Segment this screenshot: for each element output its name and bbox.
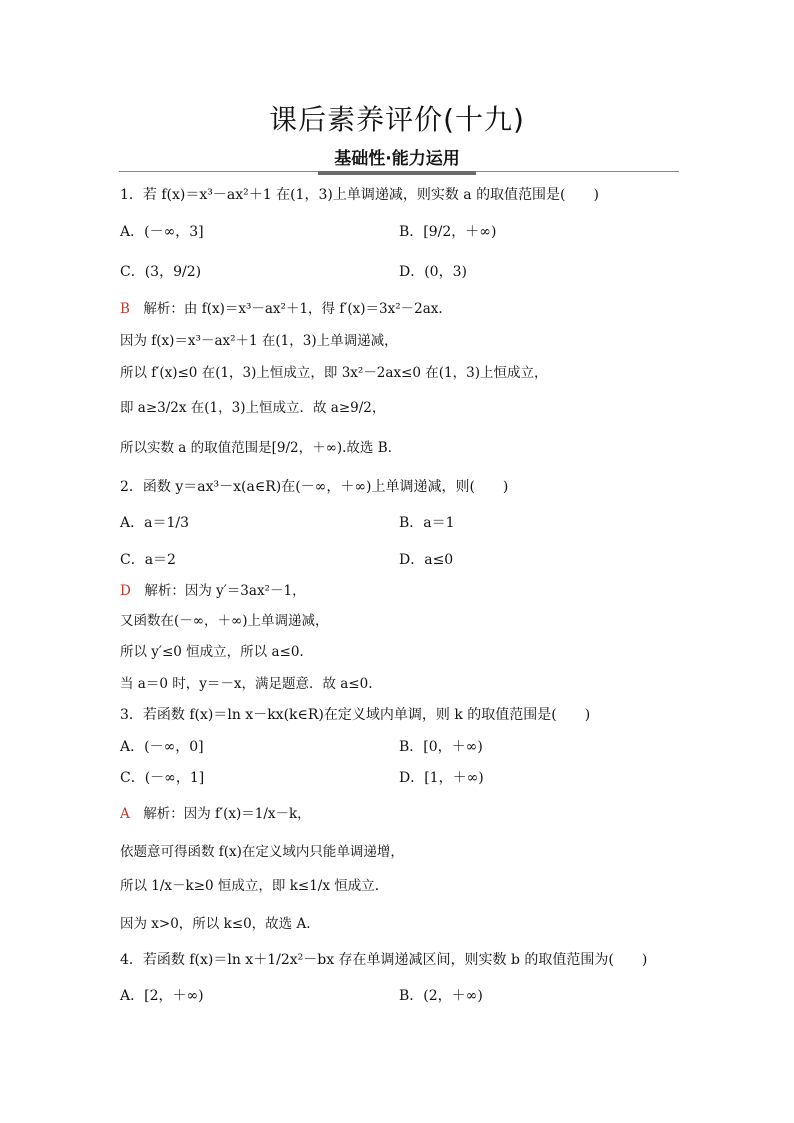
question-3-option-c: C．(－∞，1] — [120, 770, 205, 786]
question-2-option-d: D．a≤0 — [399, 552, 454, 568]
question-4-option-b: B．(2，＋∞) — [399, 988, 483, 1004]
question-3-solution-line-1 — [120, 804, 311, 824]
question-2-option-a: A．a＝1/3 — [120, 515, 189, 531]
question-3-solution-line-2: 依题意可得函数 f(x)在定义域内只能单调递增， — [120, 844, 404, 860]
question-3-option-a: A．(－∞，0] — [120, 739, 204, 755]
question-3-solution-text: 解析：因为 f′(x)＝1/x－k， — [143, 806, 311, 822]
question-3-option-d: D．[1，＋∞) — [399, 770, 484, 786]
question-1-solution-line-3: 所以 f′(x)≤0 在(1，3)上恒成立，即 3x²－2ax≤0 在(1，3)上恒成立， — [120, 365, 548, 381]
question-1-solution-line-2: 因为 f(x)＝x³－ax²＋1 在(1，3)上单调递减， — [120, 333, 398, 349]
question-1-solution-line-1 — [120, 299, 443, 319]
question-2-solution-line-4: 当 a＝0 时，y＝－x，满足题意．故 a≤0. — [120, 676, 373, 692]
question-2-solution-line-1 — [120, 581, 306, 601]
question-1-solution-line-4: 即 a≥3/2x 在(1，3)上恒成立．故 a≥9/2， — [120, 400, 386, 416]
question-3-stem: 3．若函数 f(x)＝ln x－kx(k∈R)在定义域内单调，则 k 的取值范围是( ) — [120, 707, 591, 723]
question-1-option-b: B．[9/2，＋∞) — [399, 224, 497, 240]
question-2-stem: 2．函数 y＝ax³－x(a∈R)在(－∞，＋∞)上单调递减，则( ) — [120, 479, 509, 495]
question-4-option-a: A．[2，＋∞) — [120, 988, 204, 1004]
question-1-option-c: C．(3，9/2) — [120, 264, 202, 280]
question-2-answer: D — [120, 583, 131, 599]
question-1-answer: B — [120, 301, 130, 317]
question-4-stem: 4．若函数 f(x)＝ln x＋1/2x²－bx 存在单调递减区间，则实数 b 的取值范围为( ) — [120, 952, 648, 968]
question-2-option-c: C．a＝2 — [120, 552, 176, 568]
question-2-option-b: B．a＝1 — [399, 515, 455, 531]
question-2-solution-line-2: 又函数在(－∞，＋∞)上单调递减， — [120, 613, 329, 629]
question-1-option-d: D．(0，3) — [399, 264, 467, 280]
section-heading: 基础性·能力运用 — [334, 149, 460, 169]
question-1-solution-line-5: 所以实数 a 的取值范围是[9/2，＋∞).故选 B. — [120, 440, 392, 456]
question-2-solution-line-3: 所以 y′≤0 恒成立，所以 a≤0. — [120, 644, 304, 660]
question-1-stem: 1．若 f(x)＝x³－ax²＋1 在(1，3)上单调递减，则实数 a 的取值范围是( ) — [120, 187, 599, 203]
question-1-option-a: A．(－∞，3] — [120, 224, 204, 240]
question-3-option-b: B．[0，＋∞) — [399, 739, 483, 755]
page-title: 课后素养评价(十九) — [269, 103, 525, 136]
question-1-solution-text: 解析：由 f(x)＝x³－ax²＋1，得 f′(x)＝3x²－2ax. — [143, 301, 443, 317]
question-3-solution-line-3: 所以 1/x－k≥0 恒成立，即 k≤1/x 恒成立. — [120, 878, 380, 894]
section-underline — [318, 171, 476, 175]
question-3-solution-line-4: 因为 x>0，所以 k≤0，故选 A. — [120, 916, 311, 932]
question-2-solution-text: 解析：因为 y′＝3ax²－1， — [144, 583, 306, 599]
question-3-answer: A — [120, 806, 130, 822]
